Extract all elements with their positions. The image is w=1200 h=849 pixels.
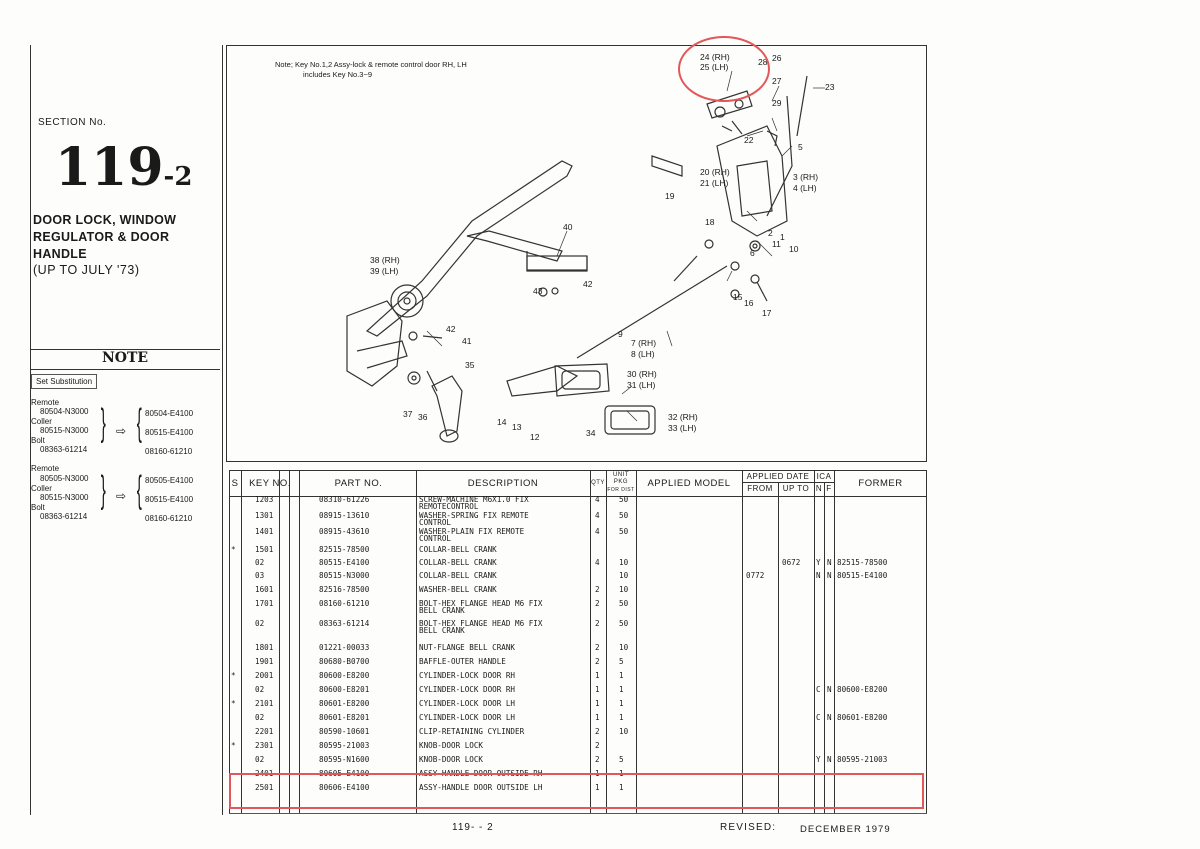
cell-desc: ASSY-HANDLE DOOR OUTSIDE RH: [419, 769, 543, 778]
cell-s: *: [231, 699, 236, 708]
cell-qty: 1: [595, 769, 600, 778]
header-model: APPLIED MODEL: [647, 478, 731, 489]
sub-new-part: 80504-E4100: [145, 409, 194, 418]
callout-17: 17: [762, 308, 772, 318]
cell-part: 08363-61214: [319, 619, 370, 628]
cell-key: 2401: [255, 769, 274, 778]
cell-f: N: [827, 755, 832, 764]
cell-key: 02: [255, 713, 265, 722]
brace-left: }: [100, 469, 106, 511]
cell-part: 80600-E8201: [319, 685, 370, 694]
cell-desc: CYLINDER-LOCK DOOR LH: [419, 699, 516, 708]
cell-upto: 0672: [782, 558, 801, 567]
revised-label: REVISED:: [720, 822, 777, 833]
brace-right: {: [136, 402, 142, 444]
callout-2: 2: [768, 228, 773, 238]
cell-key: 02: [255, 755, 265, 764]
header-pkg: PKG: [613, 479, 629, 485]
sub-old-label: Coller: [31, 417, 52, 426]
cell-qty: 1: [595, 713, 600, 722]
cell-n: C: [816, 685, 821, 694]
cell-key: 1501: [255, 545, 274, 554]
set-substitution-label: Set Substitution: [31, 374, 97, 389]
callout-42a: 42: [583, 279, 593, 289]
arrow-icon: ⇨: [116, 489, 127, 503]
table-header: [229, 470, 927, 497]
header-s: S: [231, 478, 239, 489]
callout-43: 43: [533, 286, 543, 296]
cell-desc: COLLAR-BELL CRANK: [419, 545, 497, 554]
cell-desc-line2: CONTROL: [419, 518, 452, 527]
section-subtitle: (UP TO JULY '73): [33, 263, 140, 277]
cell-pkg: 1: [619, 769, 624, 778]
sub-old-label: Bolt: [31, 436, 45, 445]
cell-key: 02: [255, 619, 265, 628]
cell-key: 2301: [255, 741, 274, 750]
diagram-note: [275, 60, 467, 80]
callout-5: 5: [798, 142, 803, 152]
callout-29: 29: [772, 98, 782, 108]
sub-old-label: Coller: [31, 484, 52, 493]
cell-part: 08310-61226: [319, 495, 370, 504]
callout-37: 37: [403, 409, 413, 419]
cell-key: 03: [255, 571, 265, 580]
cell-part: 80595-N1600: [319, 755, 370, 764]
sub-old-label: Bolt: [31, 503, 45, 512]
sub-old-part: 80504-N3000: [40, 407, 89, 416]
cell-s: *: [231, 545, 236, 554]
page-number: 119- - 2: [452, 822, 494, 833]
cell-qty: 2: [595, 643, 600, 652]
cell-part: 82516-78500: [319, 585, 370, 594]
cell-part: 01221-00033: [319, 643, 370, 652]
cell-pkg: 50: [619, 527, 629, 536]
callout-20: 20 (RH): [700, 167, 730, 177]
cell-key: 2501: [255, 783, 274, 792]
cell-pkg: 1: [619, 783, 624, 792]
sub-new-part: 80505-E4100: [145, 476, 194, 485]
sub-old-part: 08363-61214: [40, 445, 88, 454]
note-divider: [30, 369, 220, 370]
cell-part: 80600-E8200: [319, 671, 370, 680]
revised-date: DECEMBER 1979: [800, 824, 891, 835]
cell-desc-line2: REMOTECONTROL: [419, 502, 479, 511]
header-qty: QTY: [591, 480, 605, 486]
cell-pkg: 1: [619, 713, 624, 722]
cell-part: 80605-E4100: [319, 769, 370, 778]
cell-key: 02: [255, 558, 265, 567]
cell-desc: CYLINDER-LOCK DOOR RH: [419, 685, 516, 694]
cell-key: 1601: [255, 585, 274, 594]
callout-3: 3 (RH): [793, 172, 819, 182]
table-bottom: [229, 813, 927, 814]
cell-pkg: 1: [619, 699, 624, 708]
cell-part: 80606-E4100: [319, 783, 370, 792]
callout-24: 24 (RH): [700, 52, 730, 62]
cell-key: 2201: [255, 727, 274, 736]
cell-qty: 2: [595, 741, 600, 750]
cell-desc: NUT-FLANGE BELL CRANK: [419, 643, 516, 652]
col-line: [416, 470, 417, 814]
callout-6: 6: [750, 248, 755, 258]
cell-s: *: [231, 671, 236, 680]
header-unit: UNIT: [613, 472, 629, 478]
sub-old-part: 80515-N3000: [40, 426, 89, 435]
cell-qty: 1: [595, 783, 600, 792]
cell-former: 82515-78500: [837, 558, 888, 567]
cell-qty: 1: [595, 685, 600, 694]
col-line: [229, 470, 230, 814]
callout-31: 31 (LH): [627, 380, 656, 390]
cell-desc: CYLINDER-LOCK DOOR LH: [419, 713, 516, 722]
header-from: FROM: [747, 484, 773, 493]
cell-desc: KNOB-DOOR LOCK: [419, 755, 484, 764]
cell-f: N: [827, 685, 832, 694]
note-heading: NOTE: [101, 350, 149, 366]
section-title-line-2: REGULATOR & DOOR: [33, 230, 170, 244]
brace-left: }: [100, 402, 106, 444]
cell-qty: 2: [595, 727, 600, 736]
cell-desc: BOLT-HEX FLANGE HEAD M6 FIX: [419, 599, 543, 608]
callout-15: 15: [733, 292, 743, 302]
cell-key: 1301: [255, 511, 274, 520]
col-line: [606, 470, 607, 814]
cell-qty: 2: [595, 657, 600, 666]
cell-key: 1401: [255, 527, 274, 536]
callout-4: 4 (LH): [793, 183, 817, 193]
cell-pkg: 10: [619, 571, 629, 580]
header-subdivider: [742, 482, 834, 483]
cell-former: 80515-E4100: [837, 571, 888, 580]
exploded-diagram: [226, 45, 927, 462]
callout-16: 16: [744, 298, 754, 308]
cell-desc: WASHER-PLAIN FIX REMOTE: [419, 527, 525, 536]
callout-1: 1: [780, 232, 785, 242]
sub-new-part: 08160-61210: [145, 514, 193, 523]
callout-33: 33 (LH): [668, 423, 697, 433]
callout-12: 12: [530, 432, 540, 442]
cell-key: 2001: [255, 671, 274, 680]
cell-former: 80600-E8200: [837, 685, 888, 694]
cell-key: 2101: [255, 699, 274, 708]
cell-from: 0772: [746, 571, 765, 580]
callout-25: 25 (LH): [700, 62, 729, 72]
col-line: [299, 470, 300, 814]
callout-30: 30 (RH): [627, 369, 657, 379]
cell-former: 80601-E8200: [837, 713, 888, 722]
callout-28: 28: [758, 57, 768, 67]
cell-s: *: [231, 741, 236, 750]
sub-new-part: 80515-E4100: [145, 495, 194, 504]
callout-19: 19: [665, 191, 675, 201]
cell-part: 80515-E4100: [319, 558, 370, 567]
sub-old-label: Remote: [31, 464, 60, 473]
cell-part: 82515-78500: [319, 545, 370, 554]
sub-old-label: Remote: [31, 398, 60, 407]
callout-14: 14: [497, 417, 507, 427]
callout-11: 11: [772, 239, 781, 249]
cell-desc: WASHER-BELL CRANK: [419, 585, 497, 594]
header-desc: DESCRIPTION: [467, 478, 539, 489]
callout-26: 26: [772, 53, 782, 63]
callout-34: 34: [586, 428, 596, 438]
cell-n: Y: [816, 755, 821, 764]
cell-key: 02: [255, 685, 265, 694]
section-number: [55, 137, 193, 203]
cell-desc: BOLT-HEX FLANGE HEAD M6 FIX: [419, 619, 543, 628]
cell-pkg: 5: [619, 755, 624, 764]
col-line: [279, 470, 280, 814]
sub-old-part: 80515-N3000: [40, 493, 89, 502]
sub-new-part: 80515-E4100: [145, 428, 194, 437]
cell-desc-line2: CONTROL: [419, 534, 452, 543]
callout-8: 8 (LH): [631, 349, 655, 359]
header-former: FORMER: [858, 478, 903, 489]
col-line: [926, 470, 927, 814]
cell-qty: 4: [595, 558, 600, 567]
callout-38: 38 (RH): [370, 255, 400, 265]
cell-pkg: 10: [619, 643, 629, 652]
cell-part: 08915-43610: [319, 527, 370, 536]
section-label: SECTION No.: [38, 117, 107, 128]
cell-part: 80601-E8201: [319, 713, 370, 722]
cell-desc: BAFFLE-OUTER HANDLE: [419, 657, 506, 666]
cell-desc: CLIP-RETAINING CYLINDER: [419, 727, 525, 736]
cell-n: Y: [816, 558, 821, 567]
col-line: [834, 470, 835, 814]
col-line: [824, 482, 825, 814]
col-line: [636, 470, 637, 814]
header-for-dist: FOR DIST: [607, 487, 635, 493]
cell-pkg: 10: [619, 585, 629, 594]
cell-f: N: [827, 713, 832, 722]
cell-desc: CYLINDER-LOCK DOOR RH: [419, 671, 516, 680]
cell-pkg: 10: [619, 558, 629, 567]
cell-part: 08915-13610: [319, 511, 370, 520]
highlight-box: [229, 773, 924, 809]
cell-desc-line2: BELL CRANK: [419, 606, 465, 615]
col-line: [742, 470, 743, 814]
cell-key: 1203: [255, 495, 274, 504]
cell-f: N: [827, 571, 832, 580]
callout-7: 7 (RH): [631, 338, 657, 348]
section-number-suffix: -2: [163, 162, 193, 192]
callout-10: 10: [789, 244, 799, 254]
brace-right: {: [136, 469, 142, 511]
cell-pkg: 1: [619, 685, 624, 694]
callout-36: 36: [418, 412, 428, 422]
cell-pkg: 10: [619, 727, 629, 736]
cell-part: 80680-B0700: [319, 657, 370, 666]
header-key: KEY NO.: [249, 478, 291, 489]
cell-pkg: 5: [619, 657, 624, 666]
sub-old-part: 08363-61214: [40, 512, 88, 521]
header-ica-n: N: [815, 484, 823, 493]
col-line: [590, 470, 591, 814]
cell-pkg: 50: [619, 599, 629, 608]
cell-desc: WASHER-SPRING FIX REMOTE: [419, 511, 529, 520]
cell-qty: 4: [595, 495, 600, 504]
section-title-line-3: HANDLE: [33, 247, 87, 261]
callout-35: 35: [465, 360, 475, 370]
cell-pkg: 50: [619, 511, 629, 520]
col-line: [778, 482, 779, 814]
cell-qty: 1: [595, 699, 600, 708]
callout-40: 40: [563, 222, 573, 232]
cell-n: N: [816, 571, 821, 580]
cell-part: 80595-21003: [319, 741, 370, 750]
sub-old-part: 80505-N3000: [40, 474, 89, 483]
sub-new-part: 08160-61210: [145, 447, 193, 456]
cell-pkg: 50: [619, 619, 629, 628]
header-ica-f: F: [826, 484, 832, 493]
callout-9: 9: [618, 329, 623, 339]
cell-key: 1901: [255, 657, 274, 666]
cell-desc: SCREW-MACHINE M6X1.0 FIX: [419, 495, 529, 504]
cell-desc-line2: BELL CRANK: [419, 626, 465, 635]
callout-23: 23: [825, 82, 835, 92]
highlight-circle: [678, 36, 770, 102]
callout-21: 21 (LH): [700, 178, 729, 188]
section-title-line-1: DOOR LOCK, WINDOW: [33, 213, 177, 227]
cell-qty: 4: [595, 527, 600, 536]
cell-desc: COLLAR-BELL CRANK: [419, 571, 497, 580]
cell-desc: COLLAR-BELL CRANK: [419, 558, 497, 567]
header-upto: UP TO: [782, 484, 810, 493]
diagram-drawing: [227, 46, 926, 461]
cell-part: 80601-E8200: [319, 699, 370, 708]
cell-part: 08160-61210: [319, 599, 370, 608]
cell-qty: 2: [595, 619, 600, 628]
cell-qty: 2: [595, 585, 600, 594]
cell-pkg: 1: [619, 671, 624, 680]
cell-pkg: 50: [619, 495, 629, 504]
callout-39: 39 (LH): [370, 266, 399, 276]
section-number-main: 119: [55, 137, 164, 198]
callout-27: 27: [772, 76, 782, 86]
arrow-icon: ⇨: [116, 424, 127, 438]
cell-qty: 2: [595, 599, 600, 608]
callout-18: 18: [705, 217, 715, 227]
cell-former: 80595-21003: [837, 755, 888, 764]
col-line: [814, 470, 815, 814]
cell-key: 1701: [255, 599, 274, 608]
callout-42b: 42: [446, 324, 456, 334]
cell-key: 1801: [255, 643, 274, 652]
callout-22: 22: [744, 135, 754, 145]
cell-part: 80515-N3000: [319, 571, 370, 580]
col-line: [241, 470, 242, 814]
header-date: APPLIED DATE: [746, 472, 810, 481]
header-ica: ICA: [816, 472, 832, 481]
cell-qty: 1: [595, 671, 600, 680]
callout-13: 13: [512, 422, 522, 432]
header-part: PART NO.: [334, 478, 383, 489]
cell-n: C: [816, 713, 821, 722]
cell-desc: ASSY-HANDLE DOOR OUTSIDE LH: [419, 783, 543, 792]
callout-41: 41: [462, 336, 472, 346]
diagram-note-line1: Note; Key No.1,2 Assy-lock & remote control door RH, LH: [275, 60, 467, 69]
cell-f: N: [827, 558, 832, 567]
cell-part: 80590-10601: [319, 727, 370, 736]
diagram-note-line2: includes Key No.3~9: [303, 70, 373, 79]
callout-32: 32 (RH): [668, 412, 698, 422]
cell-qty: 2: [595, 755, 600, 764]
cell-desc: KNOB-DOOR LOCK: [419, 741, 484, 750]
col-line: [289, 470, 290, 814]
parts-table: [229, 470, 927, 814]
cell-qty: 4: [595, 511, 600, 520]
